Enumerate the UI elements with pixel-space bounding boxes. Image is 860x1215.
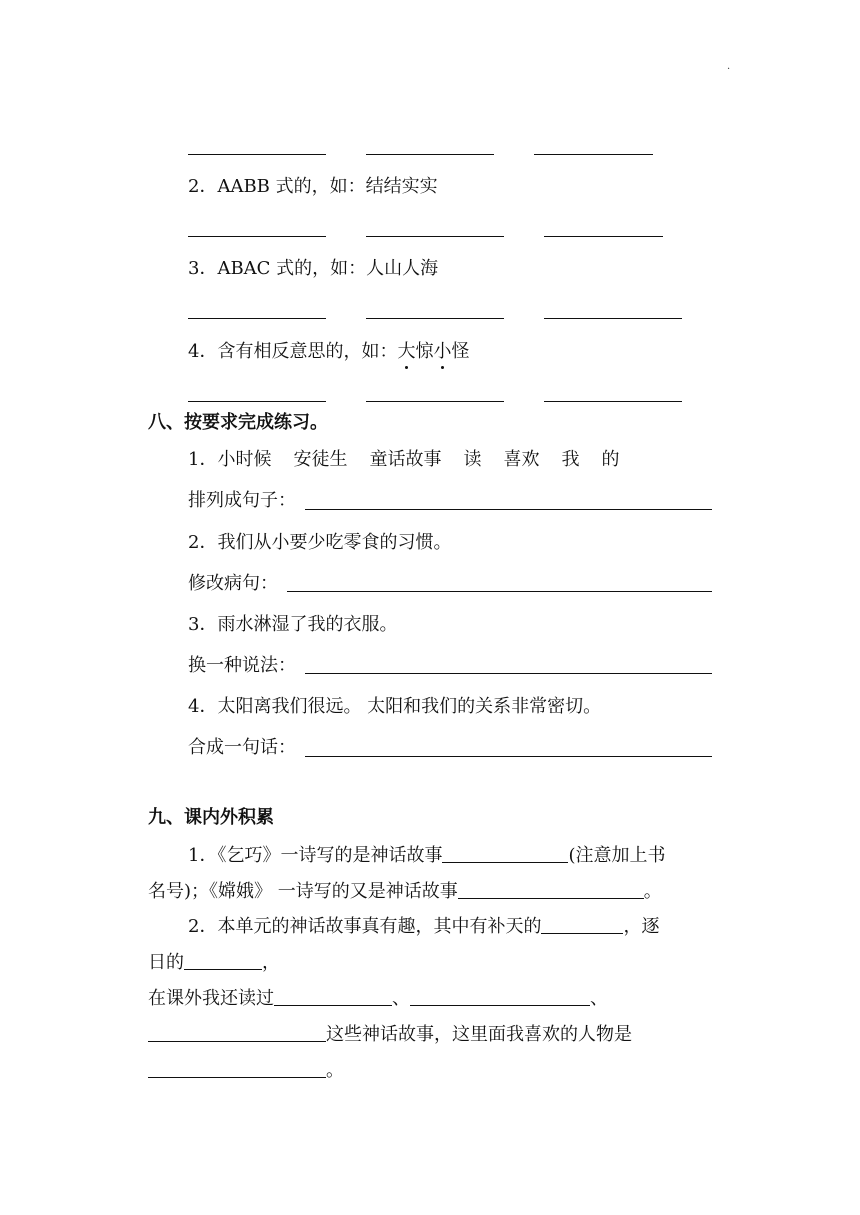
fill-blank[interactable] [148, 1023, 326, 1042]
answer-line[interactable] [534, 154, 653, 155]
answer-line[interactable] [544, 236, 663, 237]
answer-line[interactable] [287, 591, 712, 592]
q1-prefix: 1． [188, 449, 218, 470]
fill-blank[interactable] [274, 987, 392, 1006]
p2-line4 [148, 1022, 632, 1048]
page-corner-mark: · [727, 64, 731, 75]
q1-label: 排列成句子： [188, 490, 296, 511]
item-opposite [188, 339, 469, 365]
emphasis-char: 小 [433, 341, 452, 362]
answer-line[interactable] [188, 318, 326, 319]
p1-line2 [148, 879, 662, 905]
p2-text: 这些神话故事，这里面我喜欢的人物是 [326, 1024, 632, 1045]
q3-sentence: 3．雨水淋湿了我的衣服。 [188, 614, 398, 635]
fill-blank[interactable] [184, 951, 262, 970]
q1-words [188, 447, 619, 473]
section-heading-9: 九、课内外积累 [148, 807, 274, 828]
answer-line[interactable] [305, 509, 712, 510]
word: 小时候 [217, 449, 272, 470]
answer-line[interactable] [305, 673, 712, 674]
p2-line5 [148, 1058, 344, 1084]
q2-sentence: 2．我们从小要少吃零食的习惯。 [188, 532, 452, 553]
p2-text: 在课外我还读过 [148, 988, 274, 1009]
p2-text: ， [262, 952, 280, 973]
q4-sentence: 4．太阳离我们很远。 太阳和我们的关系非常密切。 [188, 696, 602, 717]
fill-blank[interactable] [410, 987, 590, 1006]
p1-text: 名号)；《嫦娥》 一诗写的又是神话故事 [148, 881, 458, 902]
p2-text: 、 [590, 988, 608, 1009]
q2-label: 修改病句： [188, 573, 278, 594]
word: 我 [561, 449, 580, 470]
item-abac: 3．ABAC 式的，如：人山人海 [188, 258, 439, 279]
p2-line1 [188, 914, 659, 940]
p2-line2 [148, 950, 280, 976]
answer-line[interactable] [366, 236, 504, 237]
answer-line[interactable] [366, 154, 494, 155]
q4-label: 合成一句话： [188, 737, 296, 758]
answer-line[interactable] [188, 236, 326, 237]
answer-line[interactable] [305, 756, 712, 757]
answer-line[interactable] [544, 401, 682, 402]
p1-text: 。 [643, 881, 662, 902]
fill-blank[interactable] [458, 880, 644, 899]
emphasis-char: 大 [397, 341, 416, 362]
answer-line[interactable] [366, 401, 504, 402]
answer-line[interactable] [366, 318, 504, 319]
p2-text: 、 [392, 988, 410, 1009]
word: 安徒生 [293, 449, 348, 470]
p2-text: ，逐 [623, 916, 660, 937]
plain-char: 怪 [451, 341, 470, 362]
word: 喜欢 [503, 449, 540, 470]
section-heading-8: 八、按要求完成练习。 [148, 412, 328, 433]
fill-blank[interactable] [442, 844, 568, 863]
p2-text: 。 [326, 1060, 344, 1081]
answer-line[interactable] [544, 318, 682, 319]
p2-text: 日的 [148, 952, 184, 973]
item-opposite-prefix: 4．含有相反意思的，如： [188, 341, 398, 362]
plain-char: 惊 [415, 341, 434, 362]
p1-line1 [188, 843, 665, 869]
q3-label: 换一种说法： [188, 655, 296, 676]
fill-blank[interactable] [148, 1059, 326, 1078]
fill-blank[interactable] [541, 915, 623, 934]
item-aabb: 2．AABB 式的，如：结结实实 [188, 176, 438, 197]
answer-line[interactable] [188, 154, 326, 155]
word: 读 [463, 449, 482, 470]
p1-text: (注意加上书 [568, 845, 666, 866]
word: 童话故事 [369, 449, 442, 470]
p2-text: 2．本单元的神话故事真有趣，其中有补天的 [188, 916, 542, 937]
p1-text: 1．《乞巧》一诗写的是神话故事 [188, 845, 443, 866]
answer-line[interactable] [188, 401, 326, 402]
word: 的 [601, 449, 620, 470]
p2-line3 [148, 986, 608, 1012]
